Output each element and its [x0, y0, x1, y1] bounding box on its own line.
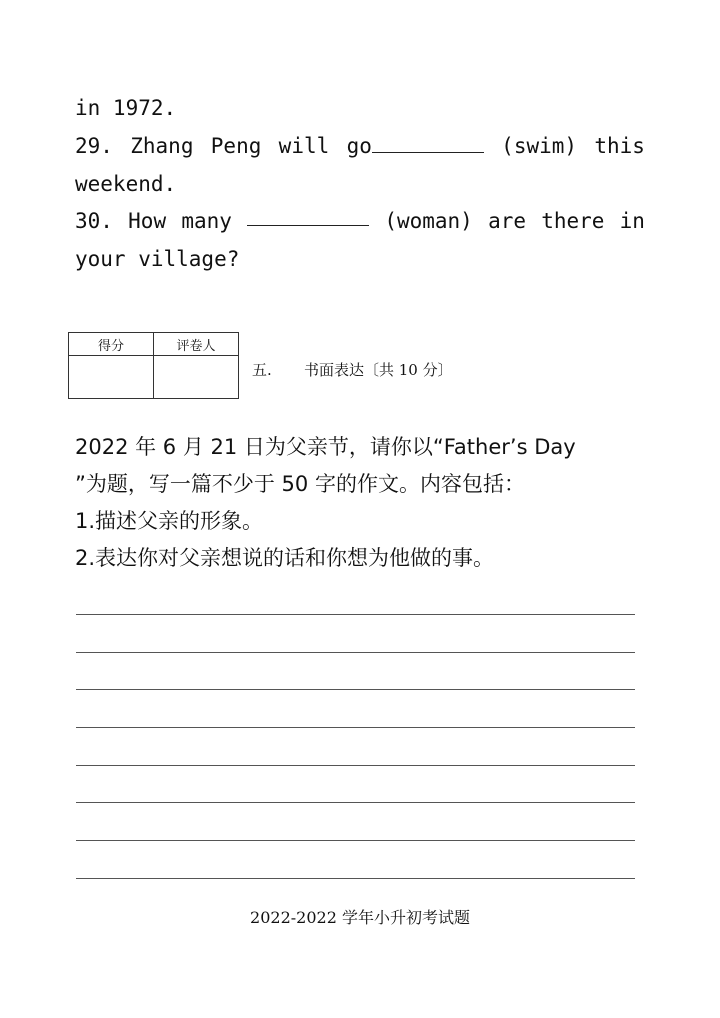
q29-word: Peng	[210, 134, 262, 158]
q30-hint: (woman)	[384, 209, 473, 233]
prompt-line-2: ”为题，写一篇不少于 50 字的作文。内容包括：	[75, 472, 525, 496]
q28-tail: in 1972.	[75, 96, 177, 120]
writing-line[interactable]	[76, 614, 635, 615]
prompt-point-2: 2.表达你对父亲想说的话和你想为他做的事。	[75, 546, 495, 570]
q30-word: in	[619, 209, 645, 233]
q29-number: 29.	[75, 134, 113, 158]
prompt-line-1: 2022 年 6 月 21 日为父亲节，请你以“Father’s Day	[75, 435, 576, 459]
score-header: 得分	[69, 333, 154, 356]
page-footer: 2022-2022 学年小升初考试题	[250, 908, 470, 927]
grader-cell[interactable]	[154, 356, 239, 399]
q29-word: go	[346, 134, 372, 158]
grader-header: 评卷人	[154, 333, 239, 356]
prompt-point-1: 1.描述父亲的形象。	[75, 509, 264, 533]
q29-word: Zhang	[130, 134, 194, 158]
q30-word: are	[488, 209, 526, 233]
writing-line[interactable]	[76, 727, 635, 728]
writing-line[interactable]	[76, 689, 635, 690]
q29-word: this	[594, 134, 645, 158]
writing-line[interactable]	[76, 802, 635, 803]
score-table	[68, 332, 239, 399]
section-number: 五.	[252, 361, 272, 379]
section-5-heading	[252, 359, 453, 380]
writing-line[interactable]	[76, 878, 635, 879]
writing-line[interactable]	[76, 840, 635, 841]
q30-answer-blank[interactable]	[247, 207, 369, 226]
score-cell[interactable]	[69, 356, 154, 399]
section-title: 书面表达〔共 10 分〕	[304, 361, 453, 379]
question-30-line2: your village?	[75, 247, 240, 271]
q30-word: How	[128, 209, 167, 233]
question-29-line1	[75, 132, 645, 160]
writing-line[interactable]	[76, 765, 635, 766]
q29-hint: (swim)	[501, 134, 578, 158]
question-29-line2: weekend.	[75, 172, 177, 196]
q30-word: there	[541, 209, 605, 233]
q30-word: many	[181, 209, 232, 233]
q29-answer-blank[interactable]	[372, 134, 484, 153]
q29-go-with-blank	[347, 132, 484, 160]
q29-word: will	[278, 134, 330, 158]
question-30-line1	[75, 207, 645, 235]
writing-line[interactable]	[76, 652, 635, 653]
q30-number: 30.	[75, 209, 113, 233]
